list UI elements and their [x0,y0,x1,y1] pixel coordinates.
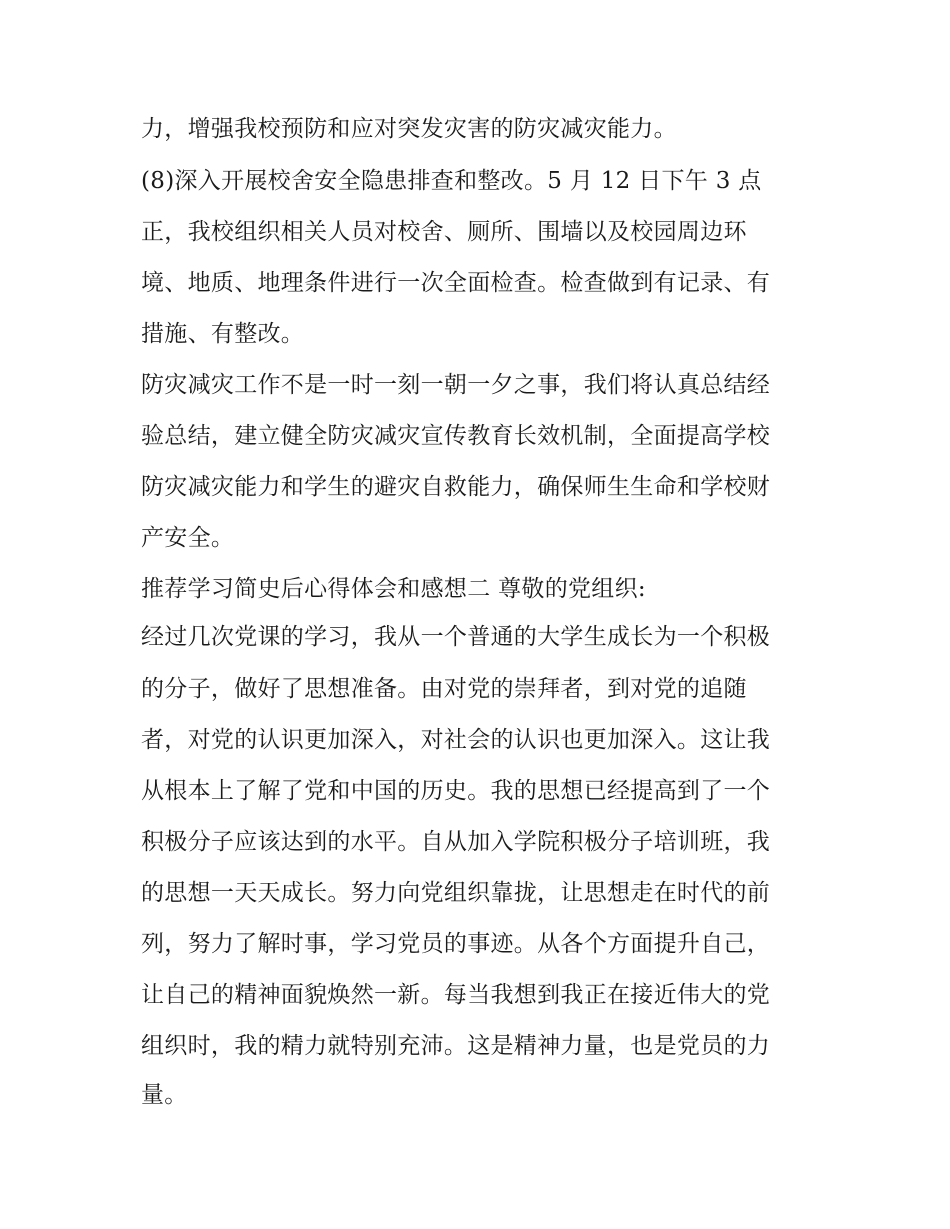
text-line: 产安全。 [141,525,235,551]
text-line: 积极分子应该达到的水平。自从加入学院积极分子培训班，我 [141,829,771,855]
text-line: 防灾减灾工作不是一时一刻一朝一夕之事，我们将认真总结经 [141,372,771,398]
text-line: 列，努力了解时事，学习党员的事迹。从各个方面提升自己， [141,931,771,957]
text-line: 推荐学习简史后心得体会和感想二 尊敬的党组织: [141,576,646,602]
text-line: 量。 [141,1082,188,1108]
text-line: 让自己的精神面貌焕然一新。每当我想到我正在接近伟大的党 [141,982,771,1008]
text-line: 的分子，做好了思想准备。由对党的崇拜者，到对党的追随 [141,676,747,702]
text-line: 组织时，我的精力就特别充沛。这是精神力量，也是党员的力 [141,1033,771,1059]
text-line: 正，我校组织相关人员对校舍、厕所、围墙以及校园周边环 [141,219,747,245]
text-line: 从根本上了解了党和中国的历史。我的思想已经提高到了一个 [141,778,771,804]
text-line: 验总结，建立健全防灾减灾宣传教育长效机制，全面提高学校 [141,423,771,449]
text-line: (8)深入开展校舍安全隐患排查和整改。5 月 12 日下午 3 点 [141,168,762,194]
text-line: 的思想一天天成长。努力向党组织靠拢，让思想走在时代的前 [141,880,771,906]
text-line: 措施、有整改。 [141,321,305,347]
text-line: 防灾减灾能力和学生的避灾自救能力，确保师生生命和学校财 [141,474,771,500]
text-line: 经过几次党课的学习，我从一个普通的大学生成长为一个积极 [141,624,771,650]
text-line: 力，增强我校预防和应对突发灾害的防灾减灾能力。 [141,116,677,142]
text-line: 境、地质、地理条件进行一次全面检查。检查做到有记录、有 [141,270,771,296]
text-line: 者，对党的认识更加深入，对社会的认识也更加深入。这让我 [141,727,771,753]
